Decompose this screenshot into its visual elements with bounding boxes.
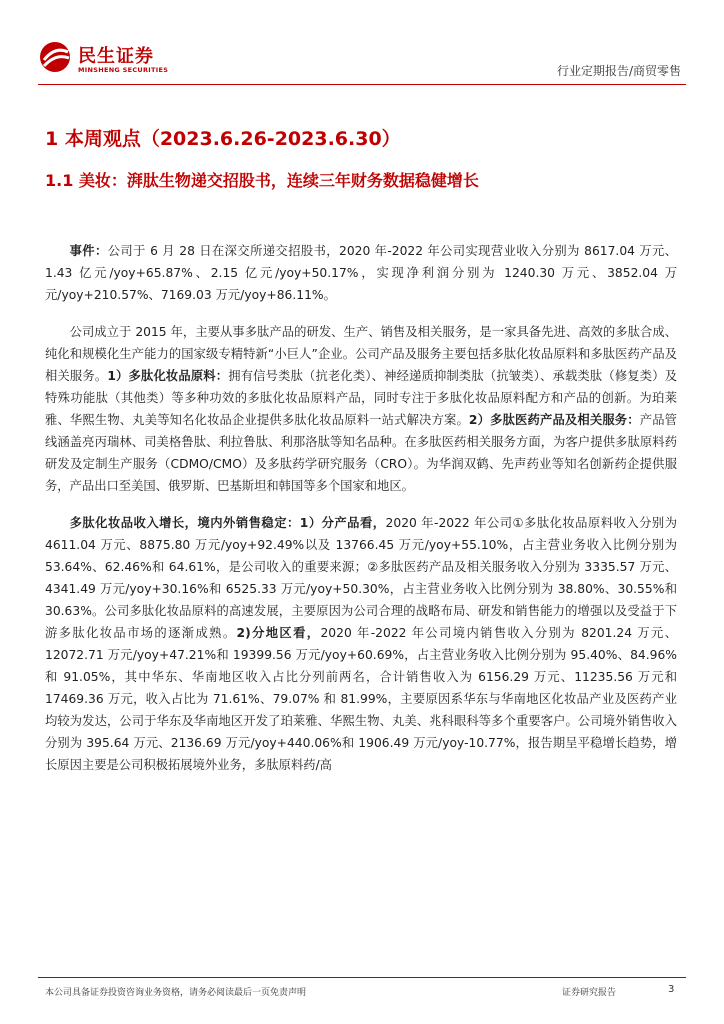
logo-english-name: MINSHENG SECURITIES	[78, 66, 169, 74]
logo-chinese-name: 民生证券	[78, 46, 154, 67]
report-category: 行业定期报告/商贸零售	[556, 64, 681, 78]
minsheng-logo	[38, 40, 188, 80]
cosmetic-materials-label: 1）多肽化妆品原料：	[107, 369, 229, 383]
page-header	[0, 0, 724, 90]
logo-emblem-icon	[38, 40, 74, 74]
section-heading: 1 本周观点（2023.6.26-2023.6.30）	[45, 128, 401, 150]
pharma-products-label: 2）多肽医药产品及相关服务：	[468, 413, 640, 427]
header-divider	[38, 84, 686, 85]
subsection-heading: 1.1 美妆：湃肽生物递交招股书，连续三年财务数据稳健增长	[45, 171, 479, 190]
paragraph-event	[45, 240, 677, 306]
revenue-growth-label: 多肽化妆品收入增长，境内外销售稳定：1）分产品看，	[69, 516, 386, 530]
footer-disclaimer: 本公司具备证券投资咨询业务资格，请务必阅读最后一页免责声明	[45, 988, 307, 998]
overview-text: 公司成立于 2015 年，主要从事多肽产品的研发、生产、销售及相关服务，是一家具备先进、高效的多肽合成、纯化和规模化生产能力的国家级专精特新“小巨人”企业。公司产品及服务主要包括多肽化妆品原料和多肽医药产品及相关服务。	[45, 325, 677, 383]
paragraph-revenue-analysis	[45, 512, 677, 776]
event-text: 公司于 6 月 28 日在深交所递交招股书，2020 年-2022 年公司实现营业收入分别为 8617.04 万元、1.43 亿元/yoy+65.87%、2.15 亿元/yoy+50.17%，实现净利润分别为 1240.30 万元、3852.04 万元/yoy+210.57%、7169.03 万元/yoy+86.11%。	[45, 244, 677, 302]
event-label: 事件：	[69, 244, 108, 258]
report-body	[45, 240, 677, 791]
by-region-label: 2)分地区看，	[236, 626, 321, 640]
cosmetic-materials-text: 拥有信号类肽（抗老化类）、神经递质抑制类肽（抗皱类）、承载类肽（修复类）及特殊功能肽（其他类）等多种功效的多肽化妆品原料产品，同时专注于多肽化妆品原料配方和产品的创新。为珀莱雅、华熙生物、丸美等知名化妆品企业提供多肽化妆品原料一站式解决方案。	[45, 369, 677, 427]
revenue-by-region-text: 2020 年-2022 年公司境内销售收入分别为 8201.24 万元、12072.71 万元/yoy+47.21%和 19399.56 万元/yoy+60.69%，占主营业务收入比例分别为 95.40%、84.96%和 91.05%，其中华东、华南地区收入占比分列前两名，合计销售收入为 6156.29 万元、11235.56 万元和 17469.36 万元，收入占比为 71.61%、79.07% 和 81.99%，主要原因系华东与华南地区化妆品产业及医药产业均较为发达，公司于华东及华南地区开发了珀莱雅、华熙生物、丸美、兆科眼科等多个重要客户。公司境外销售收入分别为 395.64 万元、2136.69 万元/yoy+440.06%和 1906.49 万元/yoy-10.77%，报告期呈平稳增长趋势，增长原因主要是公司积极拓展境外业务，多肽原料药/高	[45, 626, 677, 772]
footer-divider	[38, 977, 686, 978]
footer-document-class: 证券研究报告	[562, 988, 617, 998]
page-number: 3	[668, 984, 675, 995]
paragraph-company-overview	[45, 321, 677, 497]
revenue-by-product-text: 2020 年-2022 年公司①多肽化妆品原料收入分别为 4611.04 万元、8875.80 万元/yoy+92.49%以及 13766.45 万元/yoy+55.10%，占主营业务收入比例分别为 53.64%、62.46%和 64.61%，是公司收入的重要来源；②多肽医药产品及相关服务收入分别为 3335.57 万元、4341.49 万元/yoy+30.16%和 6525.33 万元/yoy+50.30%，占主营业务收入比例分别为 38.80%、30.55%和 30.63%。公司多肽化妆品原料的高速发展，主要原因为公司合理的战略布局、研发和销售能力的增强以及受益于下游多肽化妆品市场的逐渐成熟。	[45, 516, 677, 640]
pharma-products-text: 产品管线涵盖亮丙瑞林、司美格鲁肽、利拉鲁肽、利那洛肽等知名品种。在多肽医药相关服务方面，为客户提供多肽原料药研发及定制生产服务（CDMO/CMO）及多肽药学研究服务（CRO）。为华润双鹤、先声药业等知名创新药企提供服务，产品出口至美国、俄罗斯、巴基斯坦和韩国等多个国家和地区。	[45, 413, 677, 493]
